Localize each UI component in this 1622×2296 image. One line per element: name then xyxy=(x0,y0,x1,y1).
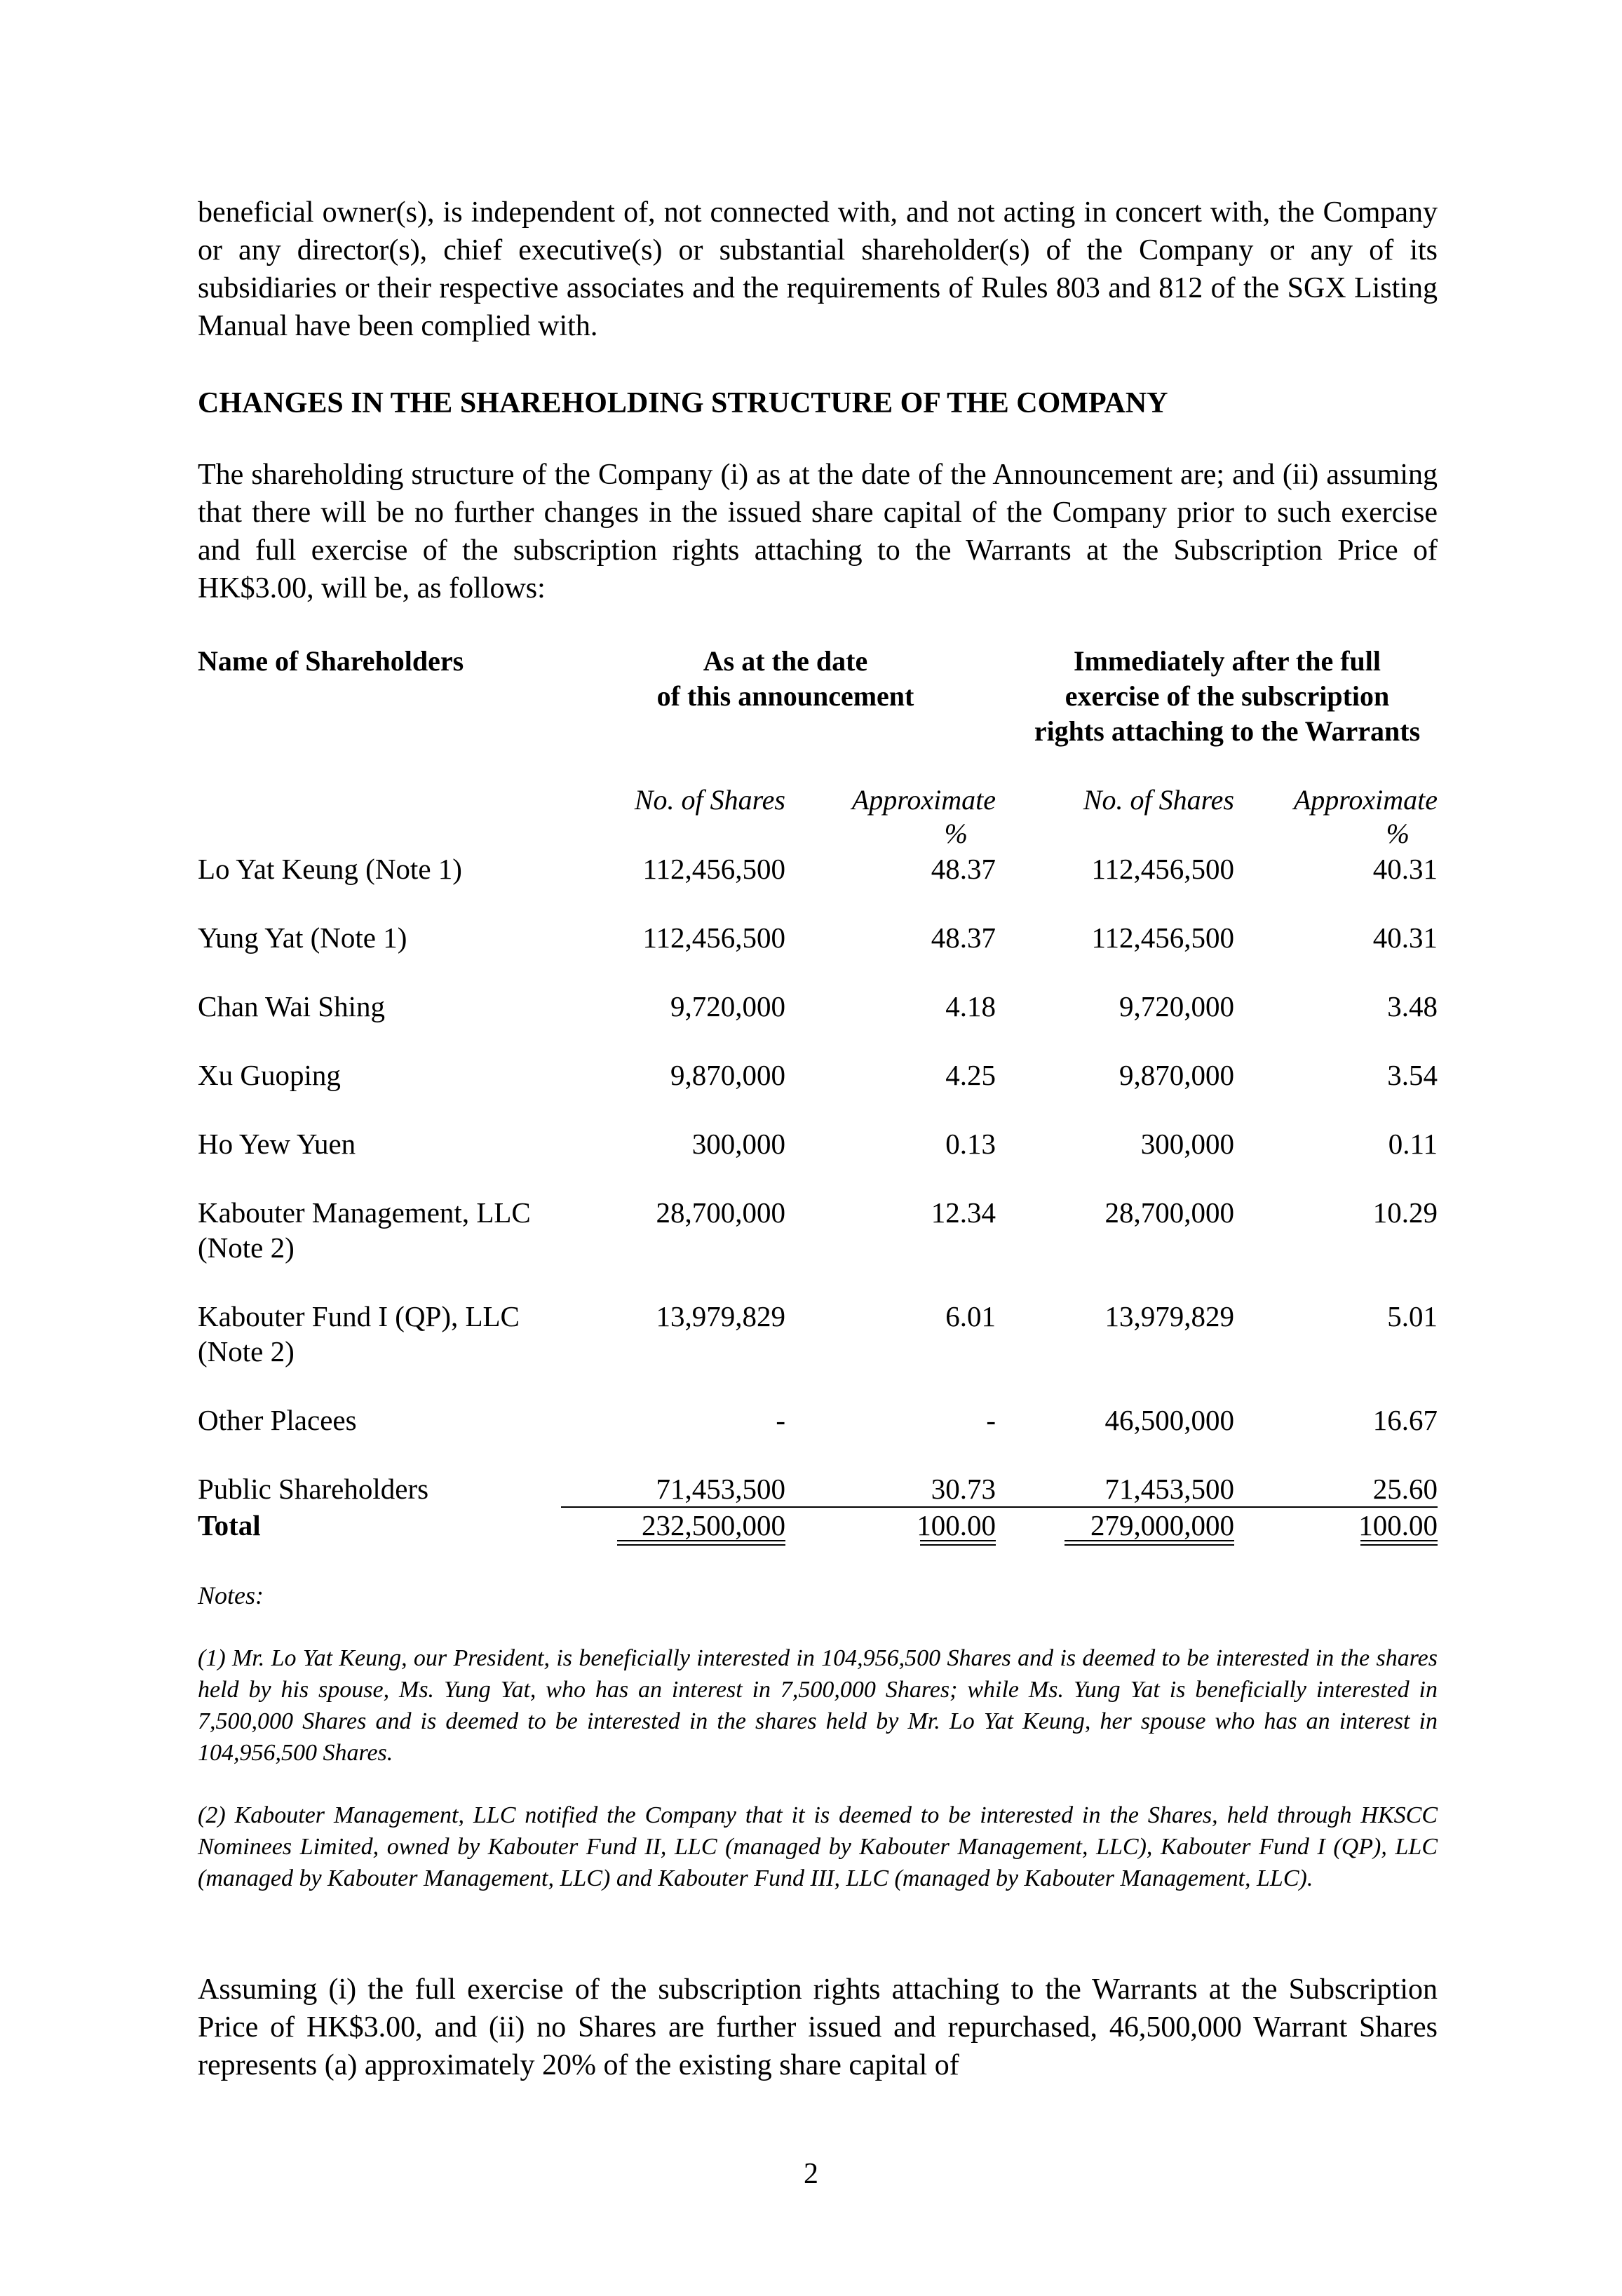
table-cell-pct-after: 0.11 xyxy=(1388,1128,1438,1160)
table-cell-shares-after: 71,453,500 xyxy=(1104,1473,1234,1505)
note-1: (1) Mr. Lo Yat Keung, our President, is beneficially interested in 104,956,500 Shares and is deemed to be interested in the shares held by his spouse, Ms. Yung Yat, who has an interest in 7,500,000 Shares; while Ms. Yung Yat is beneficially interested in 7,500,000 Shares and is deemed to be interested in the shares held by Mr. Lo Yat Keung, her spouse who has an interest in 104,956,500 Shares. xyxy=(198,1645,1438,1766)
subheader-pct-now-symbol: % xyxy=(944,818,968,849)
table-cell-shares-now: 9,870,000 xyxy=(670,1059,785,1091)
table-cell-shares-after: 112,456,500 xyxy=(1091,921,1234,954)
table-total-shares-now: 232,500,000 xyxy=(642,1509,785,1541)
table-row-name: Xu Guoping xyxy=(198,1059,341,1091)
table-cell-shares-after: 46,500,000 xyxy=(1104,1404,1234,1436)
notes-label: Notes: xyxy=(198,1581,264,1609)
table-cell-pct-now: - xyxy=(986,1404,996,1436)
table-row-name: Chan Wai Shing xyxy=(198,990,386,1022)
table-cell-shares-now: 9,720,000 xyxy=(670,990,785,1022)
table-cell-pct-now: 30.73 xyxy=(931,1473,996,1505)
header-line: Immediately after the full xyxy=(1073,645,1381,677)
double-underline xyxy=(1065,1540,1234,1546)
double-underline xyxy=(1360,1540,1438,1546)
page-number: 2 xyxy=(804,2158,818,2190)
table-cell-pct-after: 25.60 xyxy=(1372,1473,1438,1505)
table-cell-pct-now: 0.13 xyxy=(945,1128,996,1160)
table-row-name: Kabouter Fund I (QP), LLC (Note 2) xyxy=(198,1300,520,1368)
table-cell-shares-now: 13,979,829 xyxy=(656,1300,785,1332)
subheader-pct-after-symbol: % xyxy=(1386,818,1410,849)
table-cell-shares-after: 9,720,000 xyxy=(1119,990,1234,1022)
table-cell-pct-now: 4.25 xyxy=(945,1059,996,1091)
table-cell-pct-after: 3.54 xyxy=(1387,1059,1438,1091)
intro-paragraph: beneficial owner(s), is independent of, not connected with, and not acting in concert with, the Company or any director(s), chief executive(s) or substantial shareholder(s) of the Company or any of its subsidiaries or their respective associates and the requirements of Rules 803 and 812 of the SGX Listing Manual have been complied with. xyxy=(198,196,1438,342)
section-heading: CHANGES IN THE SHAREHOLDING STRUCTURE OF THE COMPANY xyxy=(198,387,1168,419)
subheader-shares-after: No. of Shares xyxy=(1083,784,1234,816)
double-underline xyxy=(617,1540,785,1546)
table-cell-pct-now: 6.01 xyxy=(945,1300,996,1332)
table-header-after xyxy=(1010,644,1445,749)
table-cell-shares-now: 112,456,500 xyxy=(642,853,785,885)
table-cell-pct-after: 5.01 xyxy=(1387,1300,1438,1332)
table-total-label: Total xyxy=(198,1509,261,1541)
note-2: (2) Kabouter Management, LLC notified the Company that it is deemed to be interested in the Shares, held through HKSCC Nominees Limited, owned by Kabouter Fund II, LLC (managed by Kabouter Management, LLC), Kabouter Fund I (QP), LLC (managed by Kabouter Management, LLC) and Kabouter Fund III, LLC (managed by Kabouter Management, LLC). xyxy=(198,1802,1438,1891)
table-row-name: Ho Yew Yuen xyxy=(198,1128,356,1160)
table-row-name: Public Shareholders xyxy=(198,1473,429,1505)
table-cell-shares-after: 9,870,000 xyxy=(1119,1059,1234,1091)
table-cell-shares-after: 300,000 xyxy=(1140,1128,1234,1160)
table-total-shares-after: 279,000,000 xyxy=(1090,1509,1234,1541)
table-cell-shares-after: 112,456,500 xyxy=(1091,853,1234,885)
table-cell-pct-after: 40.31 xyxy=(1372,853,1438,885)
table-cell-shares-now: 300,000 xyxy=(691,1128,785,1160)
subheader-pct-now: Approximate xyxy=(851,784,996,816)
table-cell-pct-now: 12.34 xyxy=(931,1196,996,1229)
header-line: rights attaching to the Warrants xyxy=(1034,715,1421,747)
table-total-pct-after: 100.00 xyxy=(1358,1509,1438,1541)
table-cell-pct-after: 16.67 xyxy=(1372,1404,1438,1436)
header-line: As at the date xyxy=(703,645,868,677)
table-header-name: Name of Shareholders xyxy=(198,645,464,677)
table-cell-pct-now: 4.18 xyxy=(945,990,996,1022)
table-cell-pct-after: 40.31 xyxy=(1372,921,1438,954)
table-header-current xyxy=(617,644,954,714)
table-cell-pct-now: 48.37 xyxy=(931,921,996,954)
table-cell-shares-now: 28,700,000 xyxy=(656,1196,785,1229)
structure-paragraph: The shareholding structure of the Company (i) as at the date of the Announcement are; and (ii) assuming that there will be no further changes in the issued share capital of the Company prior to such exercise and full exercise of the subscription rights attaching to the Warrants at the Subscription Price of HK$3.00, will be, as follows: xyxy=(198,459,1438,605)
double-underline xyxy=(920,1540,996,1546)
table-cell-shares-now: 71,453,500 xyxy=(656,1473,785,1505)
table-cell-pct-now: 48.37 xyxy=(931,853,996,885)
table-cell-shares-after: 28,700,000 xyxy=(1104,1196,1234,1229)
table-row-name: Kabouter Management, LLC (Note 2) xyxy=(198,1196,531,1264)
table-total-pct-now: 100.00 xyxy=(917,1509,996,1541)
subheader-shares-now: No. of Shares xyxy=(634,784,785,816)
table-row-name: Lo Yat Keung (Note 1) xyxy=(198,853,462,885)
header-line: of this announcement xyxy=(656,680,914,712)
subheader-pct-after: Approximate xyxy=(1293,784,1438,816)
table-cell-pct-after: 3.48 xyxy=(1387,990,1438,1022)
table-row-name: Other Placees xyxy=(198,1404,357,1436)
table-cell-shares-now: - xyxy=(776,1404,785,1436)
table-cell-shares-now: 112,456,500 xyxy=(642,921,785,954)
table-cell-shares-after: 13,979,829 xyxy=(1104,1300,1234,1332)
table-cell-pct-after: 10.29 xyxy=(1372,1196,1438,1229)
table-row-name: Yung Yat (Note 1) xyxy=(198,921,407,954)
closing-paragraph: Assuming (i) the full exercise of the subscription rights attaching to the Warrants at the Subscription Price of HK$3.00, and (ii) no Shares are further issued and repurchased, 46,500,000 Warrant Shares represents (a) approximately 20% of the existing share capital of xyxy=(198,1973,1438,2081)
header-line: exercise of the subscription xyxy=(1065,680,1390,712)
